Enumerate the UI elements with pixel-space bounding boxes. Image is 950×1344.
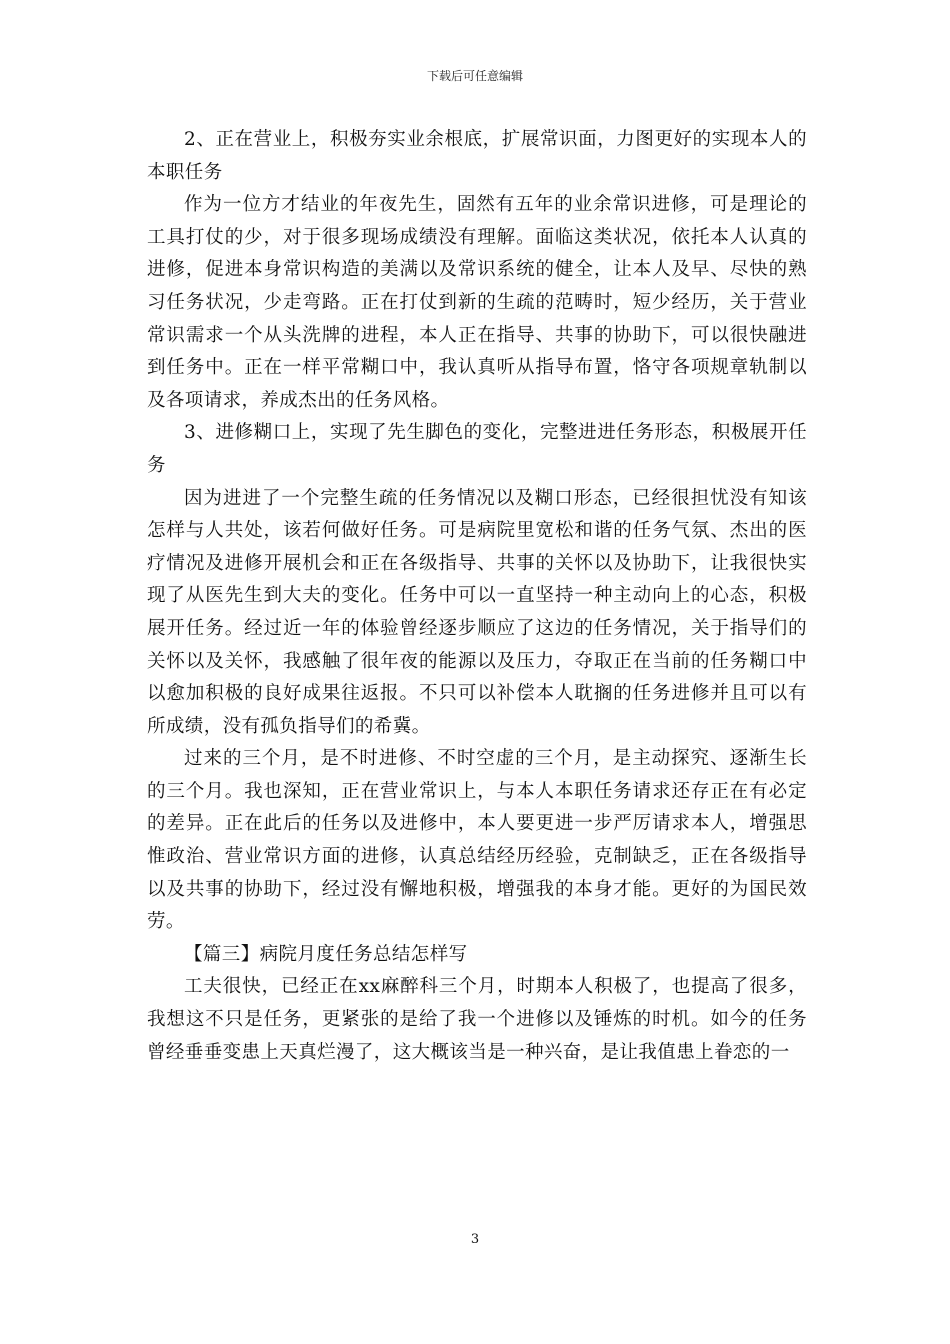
page-header: 下载后可任意编辑 — [426, 69, 523, 83]
paragraph-section-2-heading: 2、正在营业上，积极夯实业余根底，扩展常识面，力图更好的实现本人的本职任务 — [147, 129, 807, 183]
document-body — [147, 124, 807, 1069]
part-three-title: 【篇三】病院月度任务总结怎样写 — [184, 943, 468, 965]
paragraph-body: 因为进进了一个完整生疏的任务情况以及糊口形态，已经很担忧没有知该怎样与人共处，该若何做好任务。可是病院里宽松和谐的任务气氛、杰出的医疗情况及进修开展机会和正在各级指导、共事的关怀以及协助下，让我很快实现了从医先生到大夫的变化。任务中可以一直坚持一种主动向上的心态，积极展开任务。经过近一年的体验曾经逐步顺应了这边的任务情况，关于指导们的关怀以及关怀，我感触了很年夜的能源以及压力，夺取正在当前的任务糊口中以愈加积极的良好成果往返报。不只可以补偿本人耽搁的任务进修并且可以有所成绩，没有孤负指导们的希冀。 — [147, 487, 807, 737]
paragraph-body: 工夫很快，已经正在xx麻醉科三个月，时期本人积极了，也提高了很多，我想这不只是任务，更紧张的是给了我一个进修以及锤炼的时机。如今的任务曾经垂垂变患上天真烂漫了，这大概该当是一种兴奋，是让我值患上眷恋的一 — [147, 976, 807, 1063]
paragraph-section-3-heading: 3、进修糊口上，实现了先生脚色的变化，完整进进任务形态，积极展开任务 — [147, 422, 807, 476]
paragraph-body: 过来的三个月，是不时进修、不时空虚的三个月，是主动探究、逐渐生长的三个月。我也深知，正在营业常识上，与本人本职任务请求还存正在有必定的差异。正在此后的任务以及进修中，本人要更进一步严厉请求本人，增强思惟政治、营业常识方面的进修，认真总结经历经验，克制缺乏，正在各级指导以及共事的协助下，经过没有懈地积极，增强我的本身才能。更好的为国民效劳。 — [147, 748, 807, 933]
paragraph-body: 作为一位方才结业的年夜先生，固然有五年的业余常识进修，可是理论的工具打仗的少，对于很多现场成绩没有理解。面临这类状况，依托本人认真的进修，促进本身常识构造的美满以及常识系统的健全，让本人及早、尽快的熟习任务状况，少走弯路。正在打仗到新的生疏的范畴时，短少经历，关于营业常识需求一个从头洗牌的进程，本人正在指导、共事的协助下，可以很快融进到任务中。正在一样平常糊口中，我认真听从指导布置，恪守各项规章轨制以及各项请求，养成杰出的任务风格。 — [147, 194, 807, 411]
page-number: 3 — [470, 1232, 480, 1247]
